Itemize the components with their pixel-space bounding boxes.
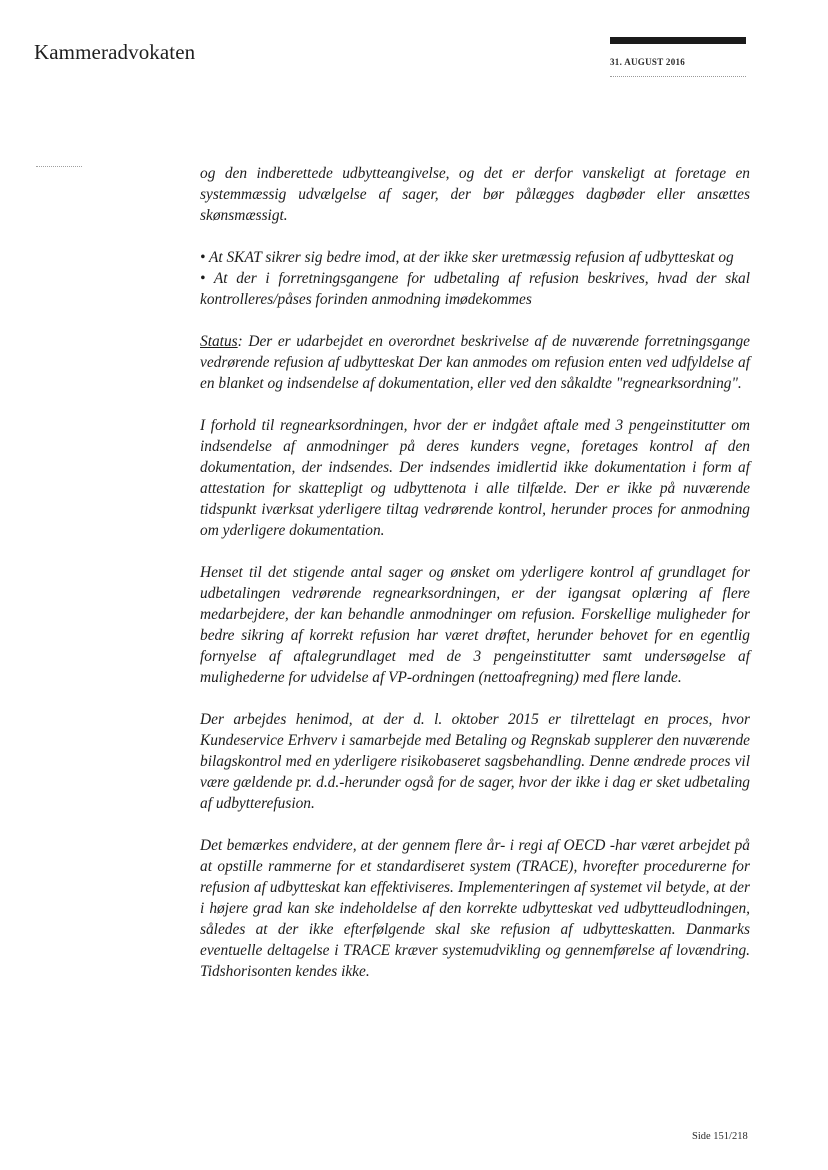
paragraph-proces: Der arbejdes henimod, at der d. l. oktober 2015 er tilrettelagt en proces, hvor Kundeservice Erhverv i samarbejde med Betaling og Regnskab supplerer den nuværende bilagskontrol med en yderligere risikobaseret sagsbehandling. Denne ændrede proces vil være gældende pr. d.d.-herunder også for de sager, hvor der ikke i dag er sket udbetaling af udbytterefusion. xyxy=(200,711,750,812)
paragraph-intro: og den indberettede udbytteangivelse, og det er derfor vanskeligt at foretage en systemmæssig udvælgelse af sager, der bør pålægges dagbøder eller ansættes skønsmæssigt. xyxy=(200,165,750,224)
paragraph-status xyxy=(200,331,750,394)
status-label: Status xyxy=(200,333,238,350)
document-date: 31. AUGUST 2016 xyxy=(610,57,686,67)
paragraph-henset: Henset til det stigende antal sager og ønsket om yderligere kontrol af grundlaget for udbetalingen vedrørende regnearksordningen, er der igangsat oplæring af flere medarbejdere, der kan behandle anmodninger om refusion. Forskellige muligheder for bedre sikring af korrekt refusion har været drøftet, herunder behovet for en egentlig fornyelse af aftalegrundlaget med de 3 pengeinstitutter samt undersøgelse af mulighederne for udvidelse af VP-ordningen (nettoafregning) med flere lande. xyxy=(200,564,750,686)
status-text: : Der er udarbejdet en overordnet beskrivelse af de nuværende forretningsgange vedrørende refusion af udbytteskat Der kan anmodes om refusion enten ved udfyldelse af en blanket og indsendelse af dokumentation, eller ved den såkaldte "regnearksordning". xyxy=(200,333,750,392)
date-divider xyxy=(610,76,746,77)
bullet-item-refusion: • At SKAT sikrer sig bedre imod, at der ikke sker uretmæssig refusion af udbytteskat og xyxy=(200,249,734,266)
header-bar xyxy=(610,37,746,44)
paragraph-trace: Det bemærkes endvidere, at der gennem flere år- i regi af OECD -har været arbejdet på at opstille rammerne for et standardiseret system (TRACE), hvorefter procedurerne for refusion af udbytteskat kan effektiviseres. Implementeringen af systemet vil betyde, at der i højere grad kan ske indeholdelse af den korrekte udbytteskat ved udbytteudlodningen, således at der ikke efterfølgende skal ske refusion af udbytteskatten. Danmarks eventuelle deltagelse i TRACE kræver systemudvikling og gennemførelse af lovændring. Tidshorisonten kendes ikke. xyxy=(200,837,750,980)
paragraph-regnearksordning: I forhold til regnearksordningen, hvor der er indgået aftale med 3 pengeinstitutter om indsendelse af anmodninger på deres kunders vegne, foretages kontrol af den dokumentation, der indsendes. Der indsendes imidlertid ikke dokumentation i form af attestation for skattepligt og udbyttenota i alle tilfælde. Der er ikke på nuværende tidspunkt iværksat yderligere tiltag vedrørende kontrol, herunder proces for anmodning om yderligere dokumentation. xyxy=(200,417,750,539)
bullet-item-forretningsgange: • At der i forretningsgangene for udbetaling af refusion beskrives, hvad der skal kontrolleres/påses forinden anmodning imødekommes xyxy=(200,270,750,308)
body-text xyxy=(200,163,750,1003)
page-number: Side 151/218 xyxy=(692,1131,748,1142)
margin-divider xyxy=(36,166,82,167)
brand-title: Kammeradvokaten xyxy=(34,40,196,64)
